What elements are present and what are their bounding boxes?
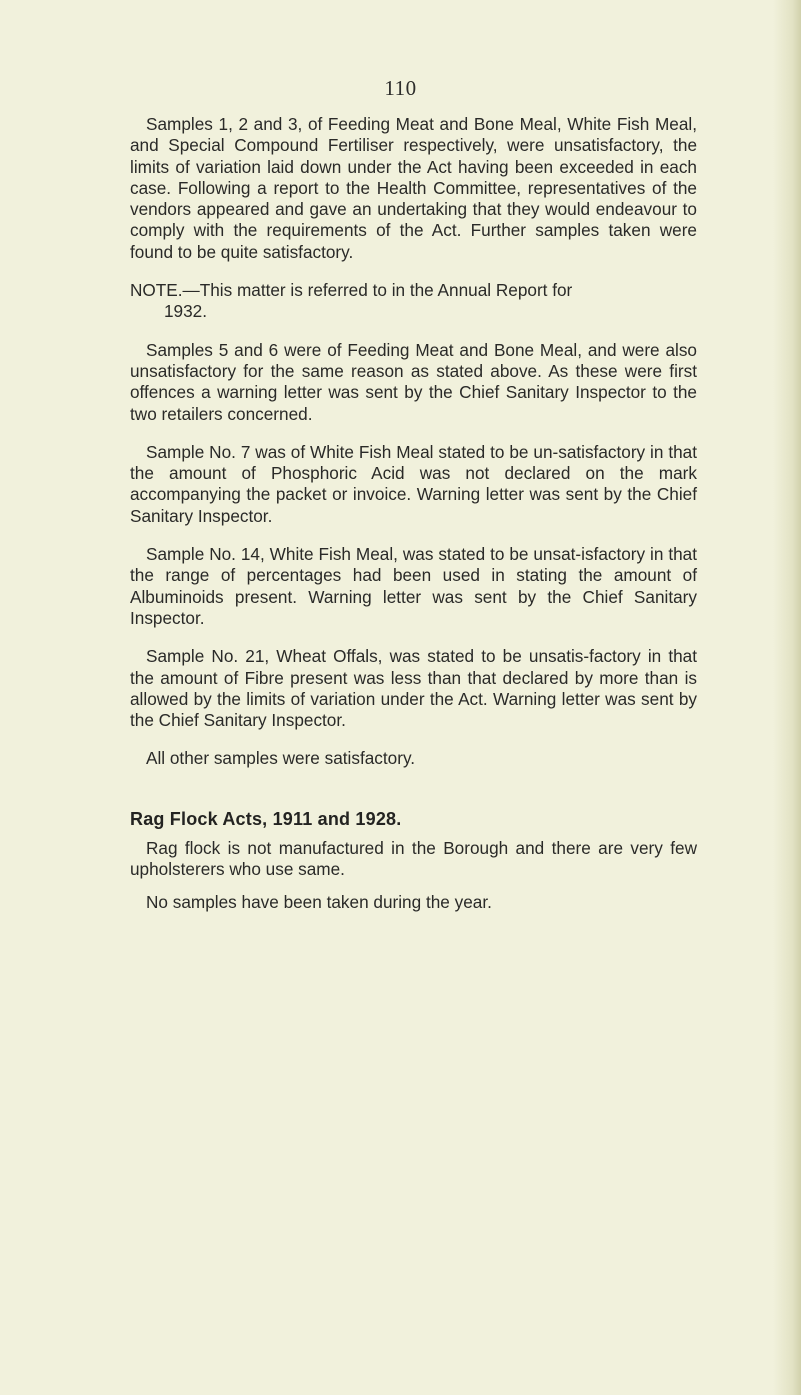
page-number: 110: [384, 76, 417, 100]
page-edge-shading: [773, 0, 801, 1395]
paragraph-other-samples: All other samples were satisfactory.: [146, 748, 416, 769]
paragraph-rag-flock: Rag flock is not manufactured in the Borough and there are very few upholsterers who use same.: [130, 837, 697, 880]
note-text: NOTE.—This matter is referred to in the Annual Report for: [130, 280, 573, 301]
note: [130, 280, 697, 323]
paragraph-sample-14: Sample No. 14, White Fish Meal, was stated to be unsat-isfactory in that the range of percentages had been used in stating the amount of Albuminoids present. Warning letter was sent by the Chief Sanitary Inspector.: [130, 544, 697, 628]
section-heading: Rag Flock Acts, 1911 and 1928.: [130, 808, 402, 829]
paragraph-sample-7: Sample No. 7 was of White Fish Meal stated to be un-satisfactory in that the amount of Phosphoric Acid was not declared on the mark accompanying the packet or invoice. Warning letter was sent by the Chief Sanitary Inspector.: [130, 441, 697, 526]
paragraph-samples-5-6: Samples 5 and 6 were of Feeding Meat and Bone Meal, and were also unsatisfactory for the same reason as stated above. As these were first offences a warning letter was sent by the Chief Sanitary Inspector to the two retailers concerned.: [130, 339, 697, 424]
page-body: [130, 114, 697, 914]
paragraph-sample-21: Sample No. 21, Wheat Offals, was stated to be unsatis-factory in that the amount of Fibre present was less than that declared by more than is allowed by the limits of variation under the Act. Warning letter was sent by the Chief Sanitary Inspector.: [130, 646, 697, 731]
note-year: 1932.: [164, 301, 208, 322]
paragraph-samples-1-2-3: Samples 1, 2 and 3, of Feeding Meat and Bone Meal, White Fish Meal, and Special Compound Fertiliser respectively, were unsatisfactory, the limits of variation laid down under the Act having been exceeded in each case. Following a report to the Health Committee, representatives of the vendors appeared and gave an undertaking that they would endeavour to comply with the requirements of the Act. Further samples taken were found to be quite satisfactory.: [130, 114, 697, 262]
paragraph-no-samples: No samples have been taken during the year.: [146, 892, 492, 913]
